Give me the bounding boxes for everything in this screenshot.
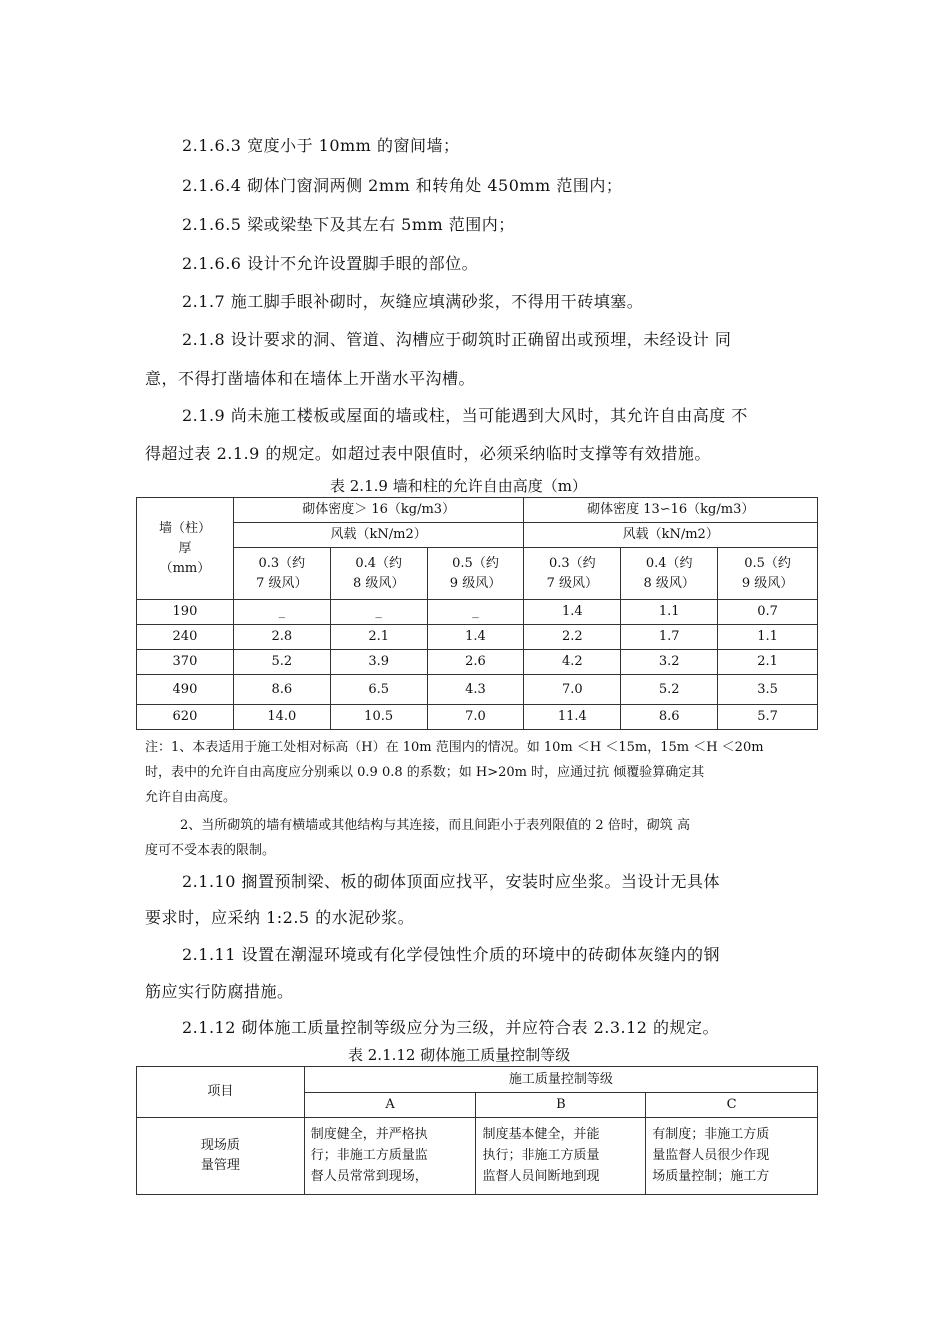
cell-level-a: 制度健全，并严格执 行；非施工方质量监 督人员常常到现场， [304, 1118, 476, 1195]
density-group-2: 砌体密度 13∽16（kg/m3） [524, 498, 818, 523]
wind-col-6: 0.5（约 9 级风） [718, 548, 818, 600]
table2-caption: 表 2.1.12 砌体施工质量控制等级 [348, 1046, 571, 1064]
level-header: 施工质量控制等级 [304, 1067, 817, 1093]
clause-2-1-9-line1: 2.1.9 尚未施工楼板或屋面的墙或柱，当可能遇到大风时，其允许自由高度 不 [182, 406, 748, 425]
clause-2-1-8-line2: 意，不得打凿墙体和在墙体上开凿水平沟槽。 [145, 369, 476, 388]
level-b: B [476, 1093, 646, 1118]
clause-2-1-11-line2: 筋应实行防腐措施。 [145, 982, 294, 1001]
wind-col-1: 0.3（约 7 级风） [233, 548, 330, 600]
density-group-1: 砌体密度＞ 16（kg/m3） [233, 498, 524, 523]
clause-2-1-6-6: 2.1.6.6 设计不允许设置脚手眼的部位。 [182, 254, 479, 273]
clause-2-1-9-line2: 得超过表 2.1.9 的规定。如超过表中限值时，必须采纳临时支撑等有效措施。 [145, 444, 711, 463]
wind-load-header-1: 风载（kN/m2） [233, 523, 524, 548]
note-1-line2: 时，表中的允许自由高度应分别乘以 0.9 0.8 的系数；如 H>20m 时，应通过抗 倾覆验算确定其 [145, 765, 705, 780]
row-label-site-quality: 现场质 量管理 [137, 1118, 305, 1195]
note-2-line2: 度可不受本表的限制。 [145, 843, 276, 858]
note-2-line1: 2、当所砌筑的墙有横墙或其他结构与其连接，而且间距小于表列限值的 2 倍时，砌筑 高 [180, 818, 690, 833]
wind-load-header-2: 风载（kN/m2） [524, 523, 818, 548]
level-a: A [304, 1093, 476, 1118]
note-1-line1: 注：1、本表适用于施工处相对标高（H）在 10m 范围内的情况。如 10m ＜H ＜15m，15m ＜H ＜20m [145, 740, 764, 755]
table-row: 240 2.8 2.1 1.4 2.2 1.7 1.1 [137, 625, 818, 650]
table-row: 490 8.6 6.5 4.3 7.0 5.2 3.5 [137, 675, 818, 705]
level-c: C [646, 1093, 818, 1118]
clause-2-1-7: 2.1.7 施工脚手眼补砌时，灰缝应填满砂浆，不得用干砖填塞。 [182, 292, 644, 311]
clause-2-1-11-line1: 2.1.11 设置在潮湿环境或有化学侵蚀性介质的环境中的砖砌体灰缝内的钢 [182, 945, 720, 964]
cell-level-b: 制度基本健全，并能 执行；非施工方质量 监督人员间断地到现 [476, 1118, 646, 1195]
table-row: 620 14.0 10.5 7.0 11.4 8.6 5.7 [137, 705, 818, 730]
table-row: 370 5.2 3.9 2.6 4.2 3.2 2.1 [137, 650, 818, 675]
clause-2-1-10-line2: 要求时，应采纳 1:2.5 的水泥砂浆。 [145, 908, 415, 927]
clause-2-1-6-4: 2.1.6.4 砌体门窗洞两侧 2mm 和转角处 450mm 范围内； [182, 176, 623, 195]
clause-2-1-6-5: 2.1.6.5 梁或梁垫下及其左右 5mm 范围内； [182, 215, 515, 234]
cell-level-c: 有制度；非施工方质 量监督人员很少作现 场质量控制；施工方 [646, 1118, 818, 1195]
free-height-table [136, 497, 818, 730]
wind-col-2: 0.4（约 8 级风） [330, 548, 427, 600]
wind-col-3: 0.5（约 9 级风） [427, 548, 524, 600]
clause-2-1-12: 2.1.12 砌体施工质量控制等级应分为三级，并应符合表 2.3.12 的规定。 [182, 1018, 720, 1037]
thickness-header: 墙（柱） 厚 （mm） [137, 498, 234, 600]
table-row [137, 1118, 818, 1195]
clause-2-1-10-line1: 2.1.10 搁置预制梁、板的砌体顶面应找平，安装时应坐浆。当设计无具体 [182, 872, 720, 891]
wind-col-4: 0.3（约 7 级风） [524, 548, 621, 600]
item-header: 项目 [137, 1067, 305, 1118]
table-row: 190 _ _ _ 1.4 1.1 0.7 [137, 600, 818, 625]
clause-2-1-8-line1: 2.1.8 设计要求的洞、管道、沟槽应于砌筑时正确留出或预埋，未经设计 同 [182, 330, 732, 349]
clause-2-1-6-3: 2.1.6.3 宽度小于 10mm 的窗间墙； [182, 136, 460, 155]
table1-caption: 表 2.1.9 墙和柱的允许自由高度（m） [330, 477, 587, 495]
quality-level-table [136, 1066, 818, 1195]
note-1-line3: 允许自由高度。 [145, 790, 237, 805]
wind-col-5: 0.4（约 8 级风） [621, 548, 718, 600]
